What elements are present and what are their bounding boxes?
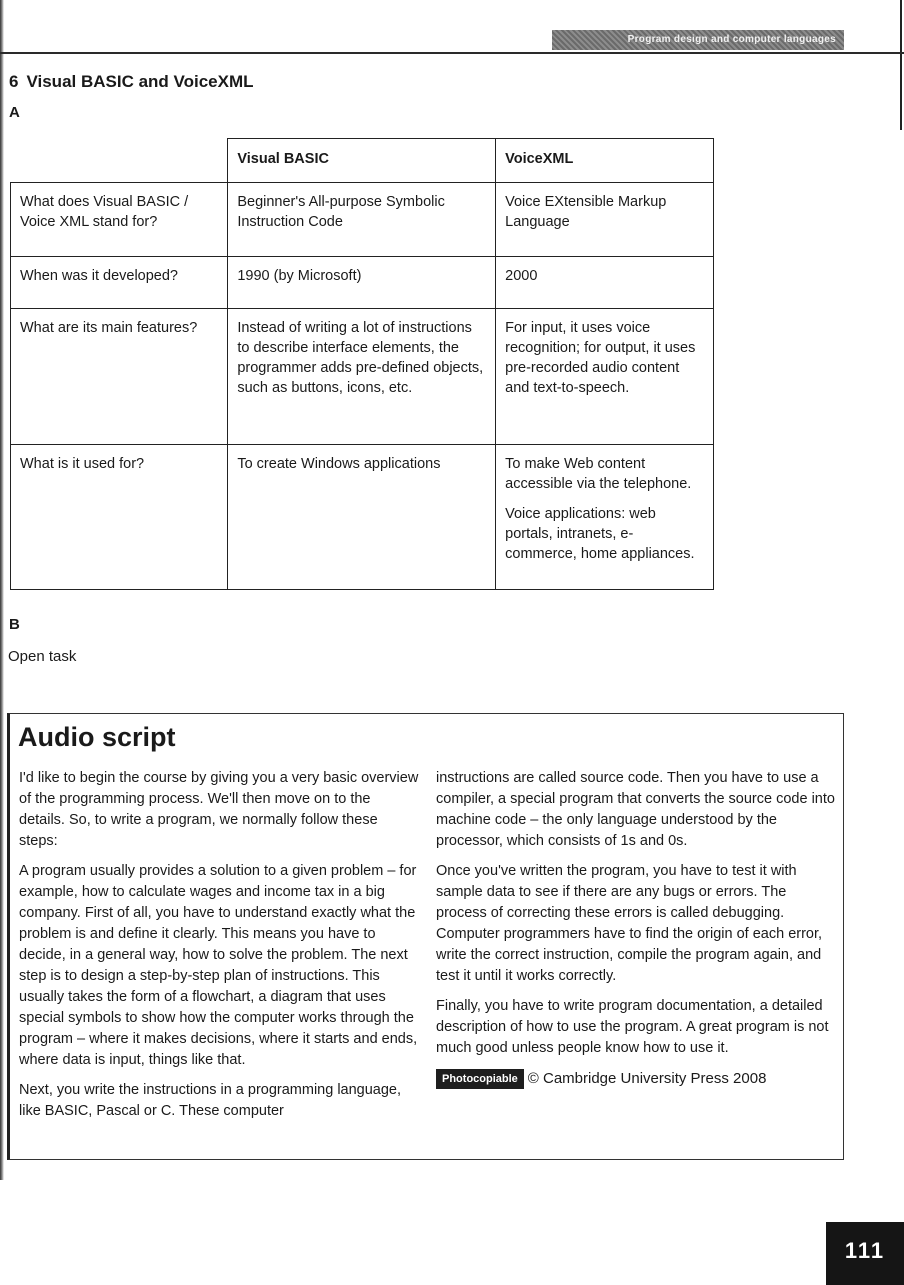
row-vb-answer: To create Windows applications (228, 445, 496, 590)
audio-paragraph: Once you've written the program, you have to test it with sample data to see if there are any bugs or errors. The process of correcting these errors is called debugging. Computer programmers have to find the origin of each error, write the correct instruction, compile the program again, and test it until it works correctly. (436, 863, 823, 984)
comparison-table (10, 138, 714, 590)
row-question: What is it used for? (11, 445, 228, 590)
open-task-text: Open task (8, 648, 77, 665)
row-vxml-answer-extra: Voice applications: web portals, intranets, e-commerce, home appliances. (505, 506, 695, 562)
row-vb-answer: Beginner's All-purpose Symbolic Instruction Code (228, 183, 496, 257)
row-vxml-answer-cell (496, 445, 714, 590)
row-vb-answer: Instead of writing a lot of instructions to describe interface elements, the programmer adds pre-defined objects, such as buttons, icons, etc. (228, 309, 496, 445)
audio-paragraph: Next, you write the instructions in a programming language, like BASIC, Pascal or C. These computer (19, 1082, 402, 1119)
audio-script-left-column (19, 768, 419, 1131)
row-vxml-answer: To make Web content accessible via the telephone. (505, 456, 692, 492)
part-a-label: A (9, 104, 20, 121)
row-vb-answer: 1990 (by Microsoft) (228, 257, 496, 309)
audio-paragraph: A program usually provides a solution to a given problem – for example, how to calculate wages and income tax in a big company. First of all, you have to understand exactly what the problem is and define it clearly. This means you have to decide, in a general way, how to solve the problem. The next step is to design a step-by-step plan of instructions. This usually takes the form of a flowchart, a diagram that uses special symbols to show how the computer works through the program – where it makes decisions, where it starts and ends, where data is input, things like that. (19, 863, 418, 1068)
table-row (11, 309, 714, 445)
audio-paragraph: I'd like to begin the course by giving you a very basic overview of the programming process. We'll then move on to the details. So, to write a program, we normally follow these steps: (19, 770, 419, 849)
page-number: 111 (826, 1222, 904, 1285)
audio-script-title: Audio script (18, 722, 176, 752)
audio-paragraph: Finally, you have to write program documentation, a detailed description of how to use the program. A great program is not much good unless people know how to use it. (436, 998, 829, 1056)
copyright-text: © Cambridge University Press 2008 (527, 1070, 767, 1087)
row-question: When was it developed? (11, 257, 228, 309)
scan-edge-right (900, 0, 902, 130)
row-vxml-answer: For input, it uses voice recognition; for output, it uses pre-recorded audio content and text-to-speech. (496, 309, 714, 445)
row-question: What are its main features? (11, 309, 228, 445)
table-row (11, 445, 714, 590)
header-band: Program design and computer languages (552, 30, 844, 50)
section-title-text: Visual BASIC and VoiceXML (26, 72, 254, 91)
part-b-label: B (9, 616, 20, 633)
photocopiable-badge: Photocopiable (436, 1069, 524, 1089)
row-vxml-answer: 2000 (496, 257, 714, 309)
section-title (9, 72, 254, 92)
scan-edge (0, 0, 4, 1180)
column-header-visual-basic: Visual BASIC (228, 139, 496, 183)
copyright-line (436, 1068, 836, 1089)
header-rule (0, 52, 904, 54)
audio-script-right-column (436, 768, 836, 1089)
table-corner-cell (11, 139, 228, 183)
table-row (11, 257, 714, 309)
table-row (11, 183, 714, 257)
section-number: 6 (9, 72, 19, 91)
column-header-voicexml: VoiceXML (496, 139, 714, 183)
table-header-row (11, 139, 714, 183)
audio-paragraph: instructions are called source code. Then you have to use a compiler, a special program that converts the source code into machine code – the only language understood by the processor, which consists of 1s and 0s. (436, 770, 835, 849)
row-vxml-answer: Voice EXtensible Markup Language (496, 183, 714, 257)
row-question: What does Visual BASIC / Voice XML stand for? (11, 183, 228, 257)
